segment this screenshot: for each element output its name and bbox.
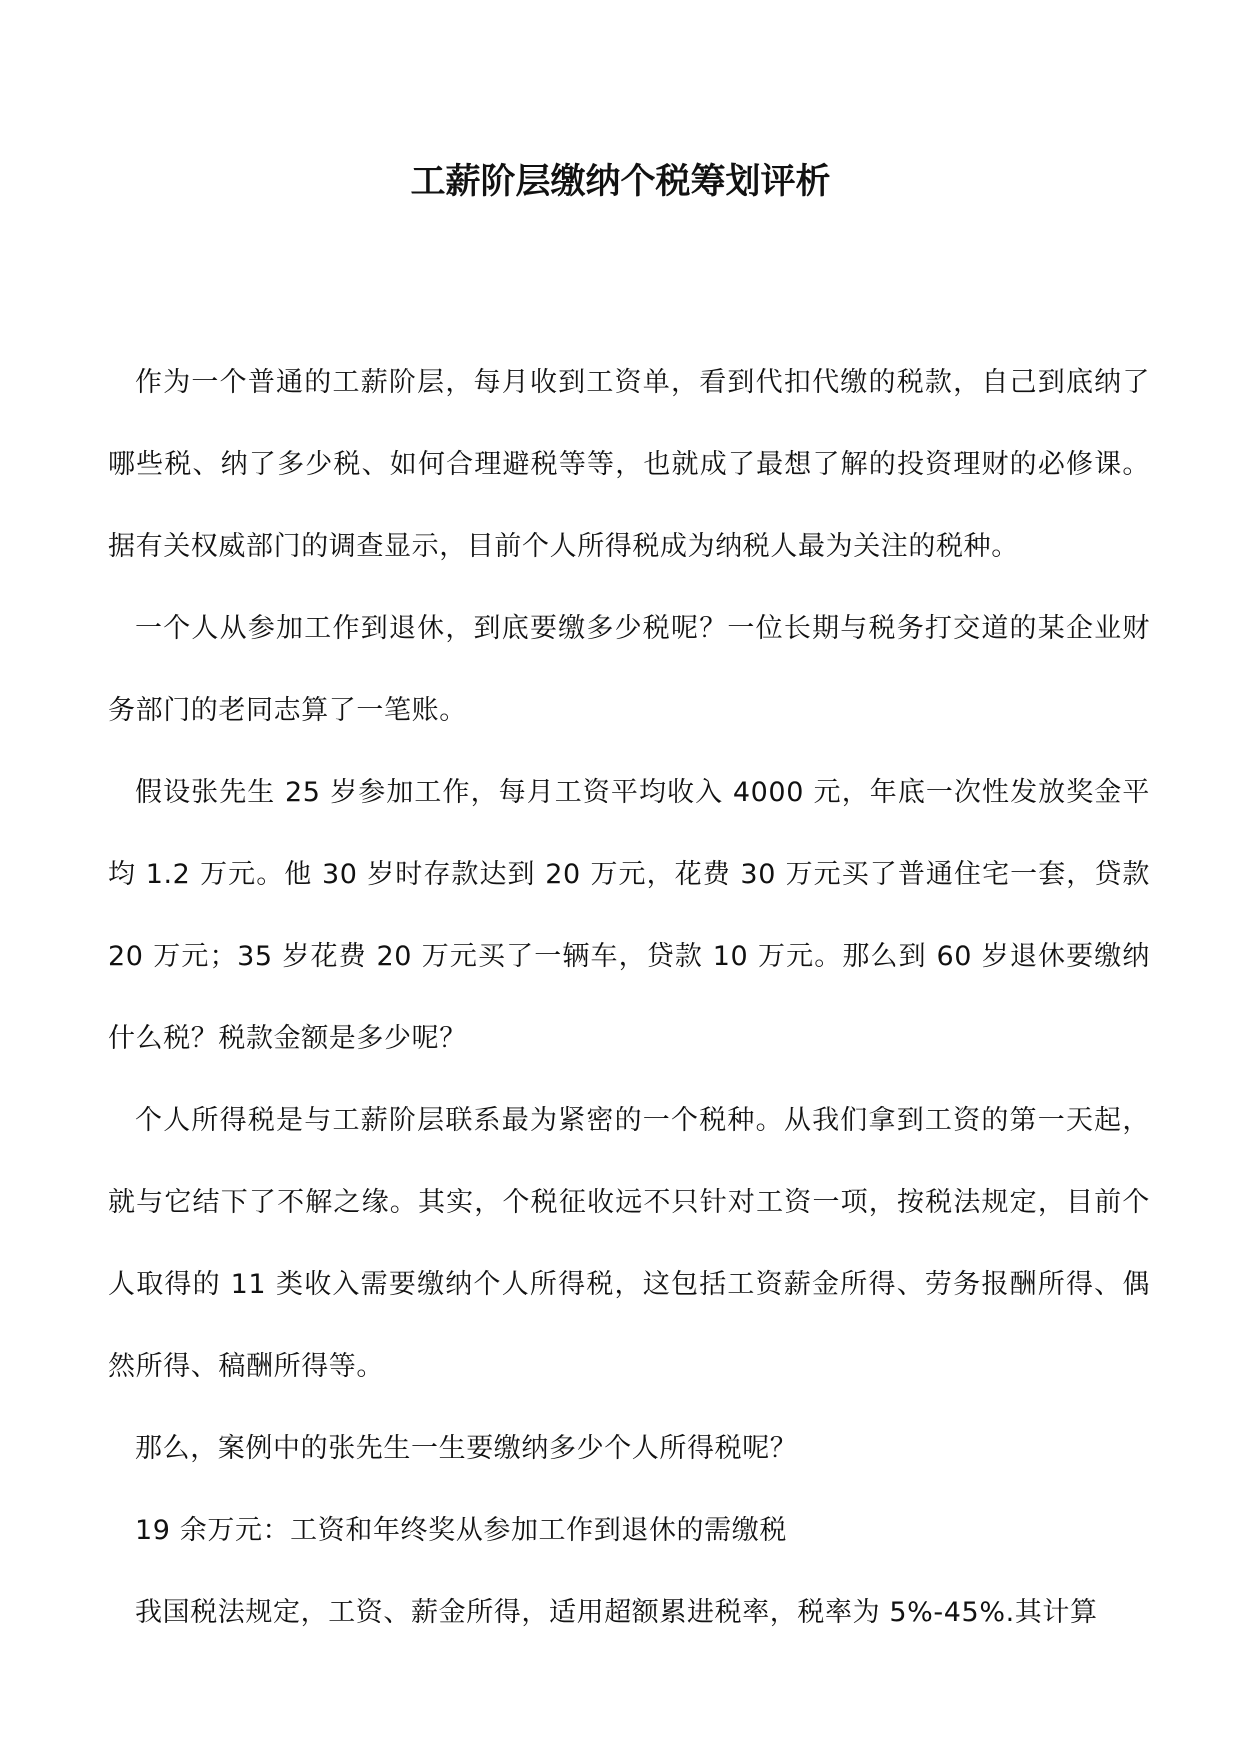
paragraph-case-question: 那么，案例中的张先生一生要缴纳多少个人所得税呢？ [135, 1433, 798, 1464]
document-body [108, 342, 1150, 1654]
paragraph-lifetime-tax-question: 一个人从参加工作到退休，到底要缴多少税呢？一位长期与税务打交道的某企业财务部门的老同志算了一笔账。 [108, 613, 1150, 726]
paragraph-income-tax-categories: 个人所得税是与工薪阶层联系最为紧密的一个税种。从我们拿到工资的第一天起，就与它结下了不解之缘。其实，个税征收远不只针对工资一项，按税法规定，目前个人取得的 11 类收入需要缴纳个人所得税，这包括工资薪金所得、劳务报酬所得、偶然所得、稿酬所得等。 [108, 1105, 1150, 1382]
paragraph-tax-rate-rule: 我国税法规定，工资、薪金所得，适用超额累进税率，税率为 5%-45%.其计算 [135, 1597, 1098, 1628]
paragraph-case-assumption: 假设张先生 25 岁参加工作，每月工资平均收入 4000 元，年底一次性发放奖金平均 1.2 万元。他 30 岁时存款达到 20 万元，花费 30 万元买了普通住宅一套，贷款 20 万元；35 岁花费 20 万元买了一辆车，贷款 10 万元。那么到 60 岁退休要缴纳什么税？税款金额是多少呢？ [108, 777, 1150, 1054]
document-title: 工薪阶层缴纳个税筹划评析 [410, 161, 831, 202]
paragraph-section-heading: 19 余万元：工资和年终奖从参加工作到退休的需缴税 [135, 1515, 787, 1546]
paragraph-intro: 作为一个普通的工薪阶层，每月收到工资单，看到代扣代缴的税款，自己到底纳了哪些税、纳了多少税、如何合理避税等等，也就成了最想了解的投资理财的必修课。据有关权威部门的调查显示，目前个人所得税成为纳税人最为关注的税种。 [108, 367, 1150, 562]
